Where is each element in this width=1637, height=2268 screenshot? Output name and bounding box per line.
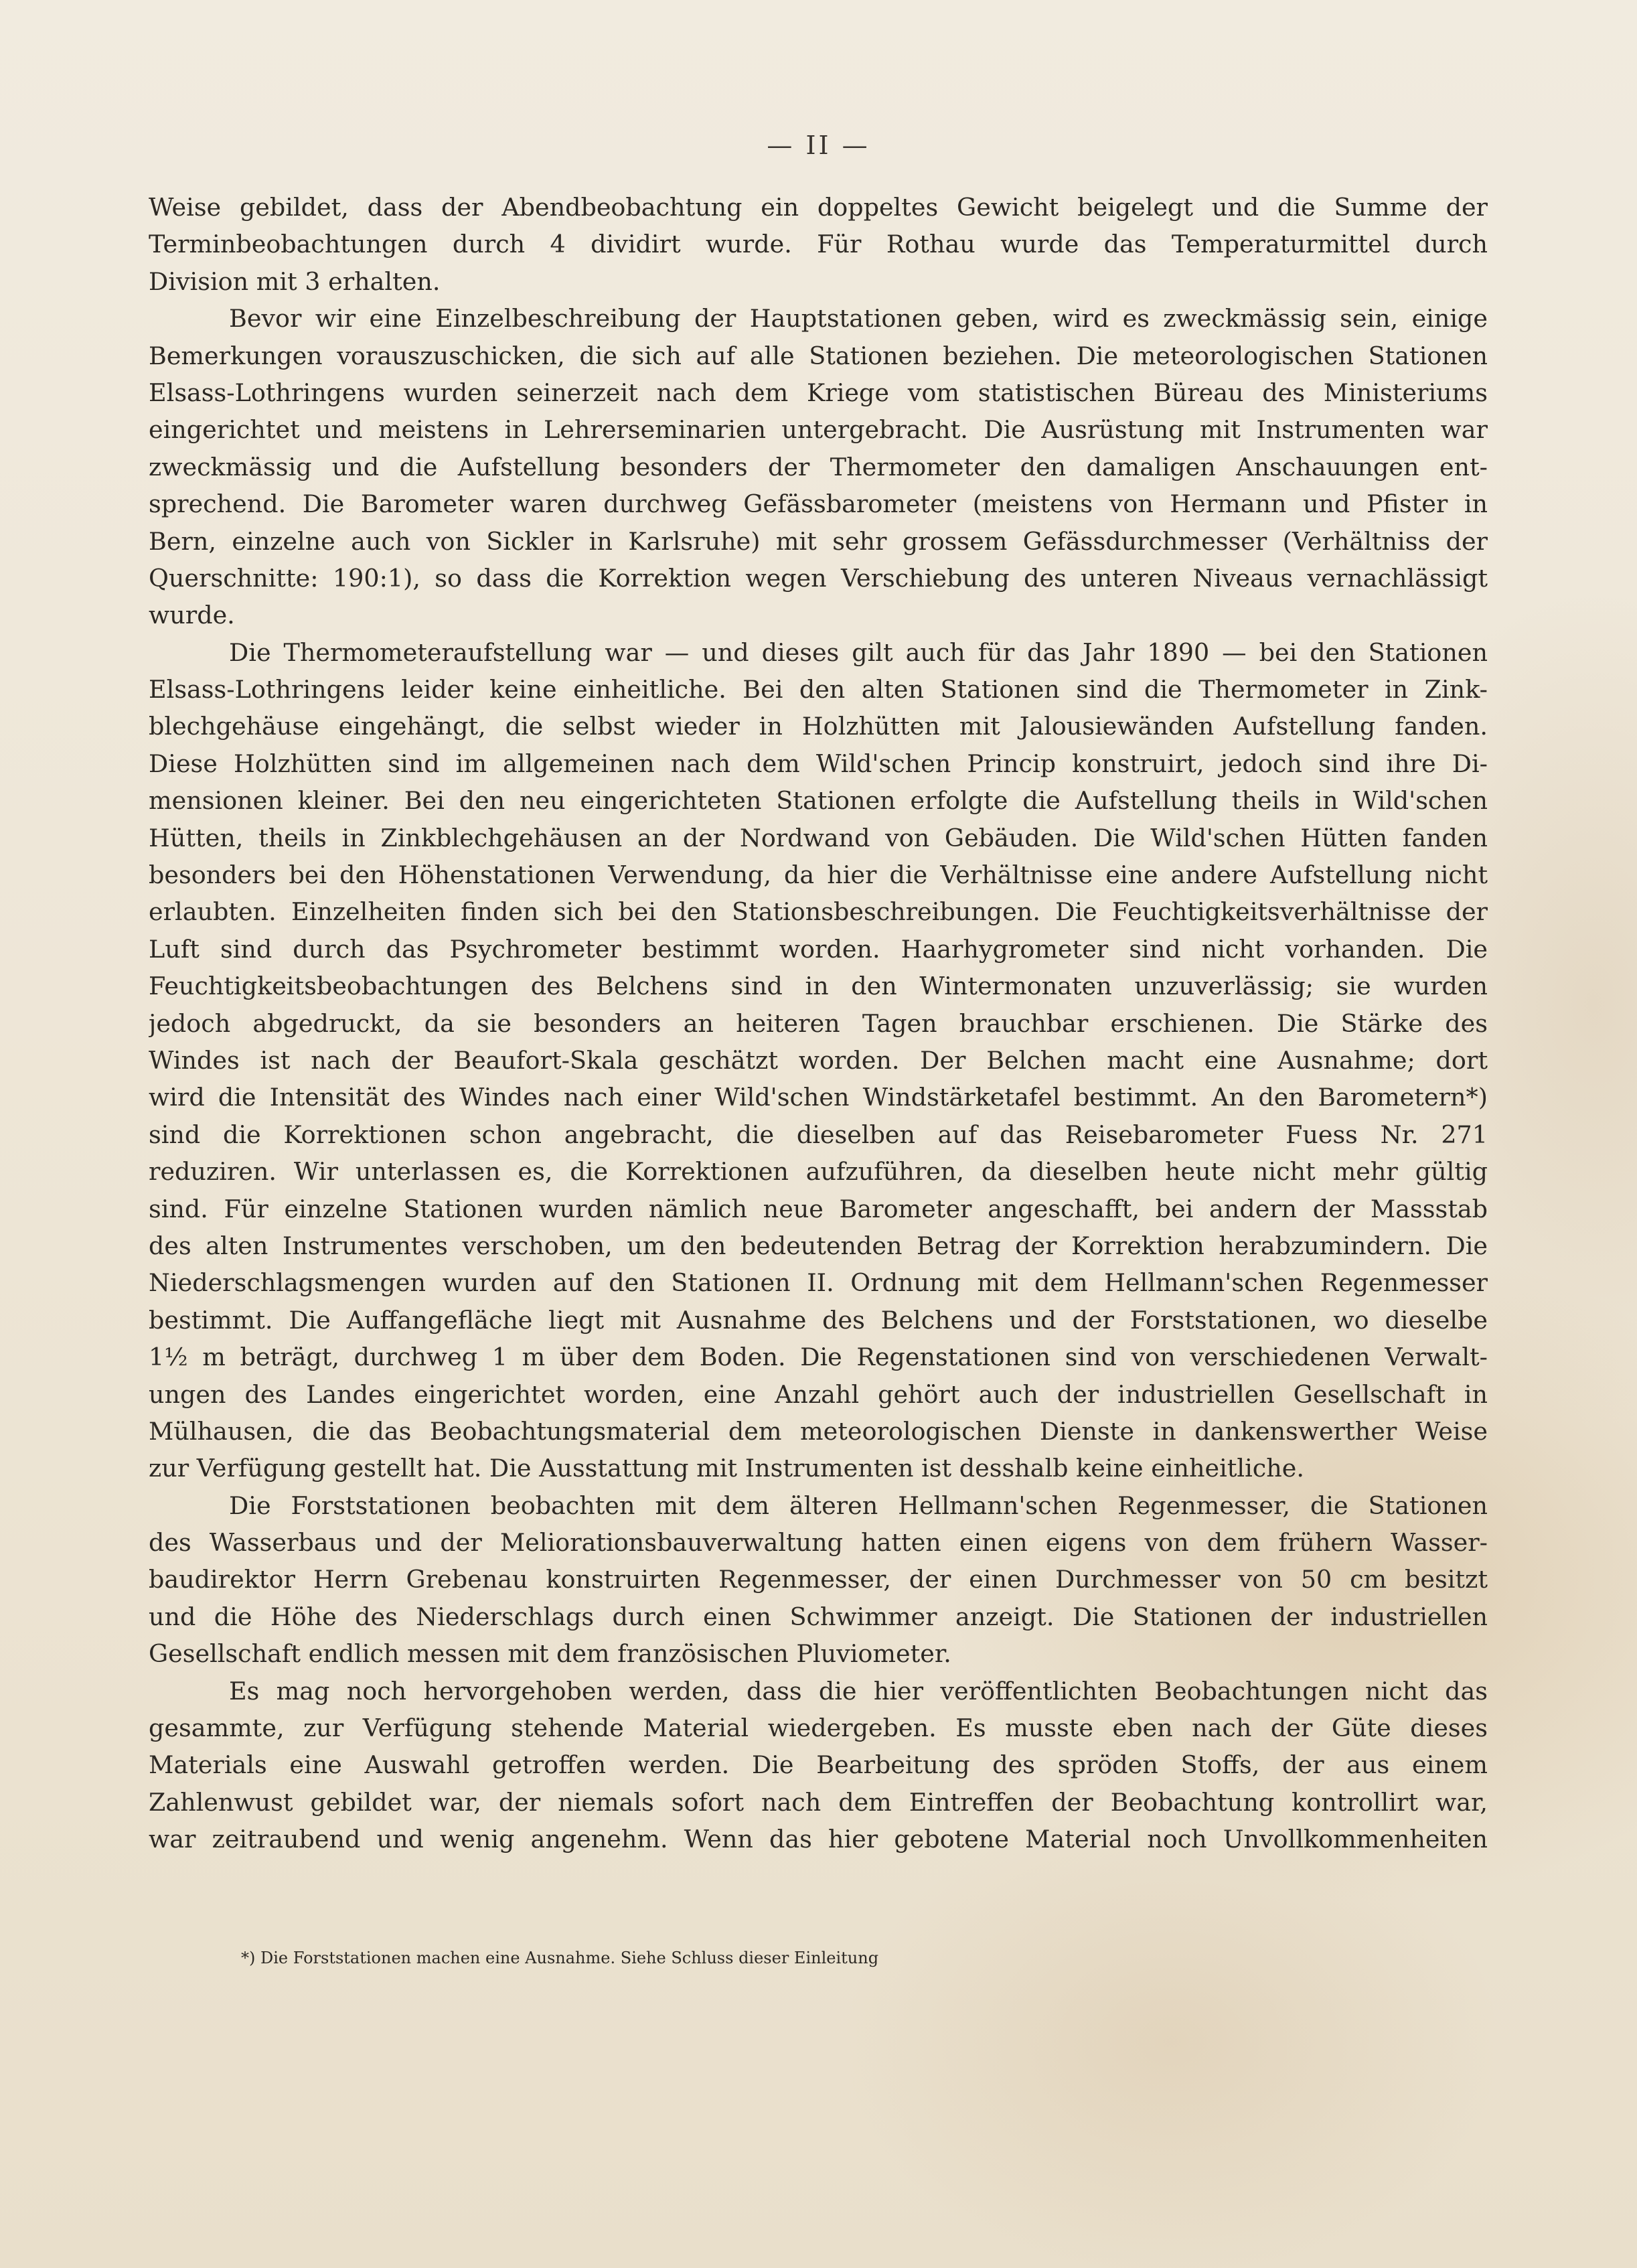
text-line: sind die Korrektionen schon angebracht, die dieselben auf das Reisebarometer Fuess Nr. 271	[149, 1120, 1488, 1149]
text-line: blechgehäuse eingehängt, die selbst wieder in Holzhütten mit Jalousiewänden Aufstellung fanden.	[149, 712, 1488, 741]
text-line: 1½ m beträgt, durchweg 1 m über dem Boden. Die Regenstationen sind von verschiedenen Verwalt-	[149, 1343, 1488, 1372]
text-line: eingerichtet und meistens in Lehrerseminarien untergebracht. Die Ausrüstung mit Instrumenten war	[149, 415, 1488, 445]
text-line: Diese Holzhütten sind im allgemeinen nach dem Wild'schen Princip konstruirt, jedoch sind ihre Di-	[149, 749, 1488, 778]
text-line: erlaubten. Einzelheiten finden sich bei den Stationsbeschreibungen. Die Feuchtigkeitsverhältnisse der	[149, 897, 1488, 927]
page-number: — II —	[767, 131, 870, 160]
text-line: Gesellschaft endlich messen mit dem französischen Pluviometer.	[149, 1639, 951, 1669]
text-line: Weise gebildet, dass der Abendbeobachtung ein doppeltes Gewicht beigelegt und die Summe der	[149, 193, 1488, 222]
text-line: wurde.	[149, 601, 235, 630]
text-line: Bern, einzelne auch von Sickler in Karlsruhe) mit sehr grossem Gefässdurchmesser (Verhältniss der	[149, 526, 1488, 556]
text-line: besonders bei den Höhenstationen Verwendung, da hier die Verhältnisse eine andere Aufstellung nicht	[149, 860, 1488, 890]
text-line: Bemerkungen vorauszuschicken, die sich auf alle Stationen beziehen. Die meteorologischen Stationen	[149, 341, 1488, 370]
text-line: Hütten, theils in Zinkblechgehäusen an der Nordwand von Gebäuden. Die Wild'schen Hütten fanden	[149, 823, 1488, 852]
text-line: Windes ist nach der Beaufort-Skala geschätzt worden. Der Belchen macht eine Ausnahme; dort	[149, 1045, 1488, 1075]
text-line: Terminbeobachtungen durch 4 dividirt wurde. Für Rothau wurde das Temperaturmittel durch	[149, 230, 1488, 259]
text-line: ungen des Landes eingerichtet worden, eine Anzahl gehört auch der industriellen Gesellschaft in	[149, 1379, 1488, 1409]
text-line: zur Verfügung gestellt hat. Die Ausstattung mit Instrumenten ist desshalb keine einheitliche.	[149, 1454, 1304, 1483]
text-line: wird die Intensität des Windes nach einer Wild'schen Windstärketafel bestimmt. An den Barometern*)	[149, 1083, 1488, 1112]
text-line: war zeitraubend und wenig angenehm. Wenn das hier gebotene Material noch Unvollkommenheiten	[149, 1825, 1488, 1854]
text-line: bestimmt. Die Auffangefläche liegt mit Ausnahme des Belchens und der Forststationen, wo dieselbe	[149, 1305, 1488, 1335]
text-line: des alten Instrumentes verschoben, um den bedeutenden Betrag der Korrektion herabzumindern. Die	[149, 1231, 1488, 1260]
text-line: Feuchtigkeitsbeobachtungen des Belchens sind in den Wintermonaten unzuverlässig; sie wurden	[149, 972, 1488, 1001]
text-line: und die Höhe des Niederschlags durch einen Schwimmer anzeigt. Die Stationen der industriellen	[149, 1602, 1488, 1631]
footnote: *) Die Forststationen machen eine Ausnahme. Siehe Schluss dieser Einleitung	[241, 1949, 879, 1967]
text-line: gesammte, zur Verfügung stehende Material wiedergeben. Es musste eben nach der Güte dieses	[149, 1714, 1488, 1743]
text-line: Division mit 3 erhalten.	[149, 267, 441, 296]
text-line: Materials eine Auswahl getroffen werden. Die Bearbeitung des spröden Stoffs, der aus einem	[149, 1750, 1488, 1780]
text-line: Mülhausen, die das Beobachtungsmaterial dem meteorologischen Dienste in dankenswerther Weise	[149, 1416, 1488, 1446]
text-line: Bevor wir eine Einzelbeschreibung der Hauptstationen geben, wird es zweckmässig sein, einige	[229, 304, 1488, 333]
text-line: Die Forststationen beobachten mit dem älteren Hellmann'schen Regenmesser, die Stationen	[229, 1491, 1488, 1520]
text-line: Es mag noch hervorgehoben werden, dass die hier veröffentlichten Beobachtungen nicht das	[229, 1676, 1488, 1706]
text-line: Elsass-Lothringens wurden seinerzeit nach dem Kriege vom statistischen Büreau des Ministeriums	[149, 378, 1488, 407]
body-text	[149, 189, 1488, 1858]
text-line: Querschnitte: 190:1), so dass die Korrektion wegen Verschiebung des unteren Niveaus vernachlässigt	[149, 563, 1488, 593]
text-line: Niederschlagsmengen wurden auf den Stationen II. Ordnung mit dem Hellmann'schen Regenmesser	[149, 1268, 1488, 1298]
text-line: zweckmässig und die Aufstellung besonders der Thermometer den damaligen Anschauungen ent-	[149, 452, 1488, 481]
text-line: reduziren. Wir unterlassen es, die Korrektionen aufzuführen, da dieselben heute nicht mehr gültig	[149, 1157, 1488, 1187]
text-line: des Wasserbaus und der Meliorationsbauverwaltung hatten einen eigens von dem frühern Wasser-	[149, 1528, 1488, 1558]
text-line: Die Thermometeraufstellung war — und dieses gilt auch für das Jahr 1890 — bei den Stationen	[229, 637, 1488, 667]
text-line: sprechend. Die Barometer waren durchweg Gefässbarometer (meistens von Hermann und Pfister in	[149, 489, 1488, 519]
text-line: mensionen kleiner. Bei den neu eingerichteten Stationen erfolgte die Aufstellung theils in Wild'schen	[149, 786, 1488, 816]
text-line: Zahlenwust gebildet war, der niemals sofort nach dem Eintreffen der Beobachtung kontrollirt war,	[149, 1787, 1488, 1817]
text-line: baudirektor Herrn Grebenau konstruirten Regenmesser, der einen Durchmesser von 50 cm besitzt	[149, 1565, 1488, 1594]
text-line: sind. Für einzelne Stationen wurden nämlich neue Barometer angeschafft, bei andern der Massstab	[149, 1194, 1488, 1223]
text-line: Elsass-Lothringens leider keine einheitliche. Bei den alten Stationen sind die Thermometer in Zink-	[149, 675, 1488, 704]
text-line: Luft sind durch das Psychrometer bestimmt worden. Haarhygrometer sind nicht vorhanden. Die	[149, 934, 1488, 964]
text-line: jedoch abgedruckt, da sie besonders an heiteren Tagen brauchbar erschienen. Die Stärke des	[149, 1008, 1488, 1038]
